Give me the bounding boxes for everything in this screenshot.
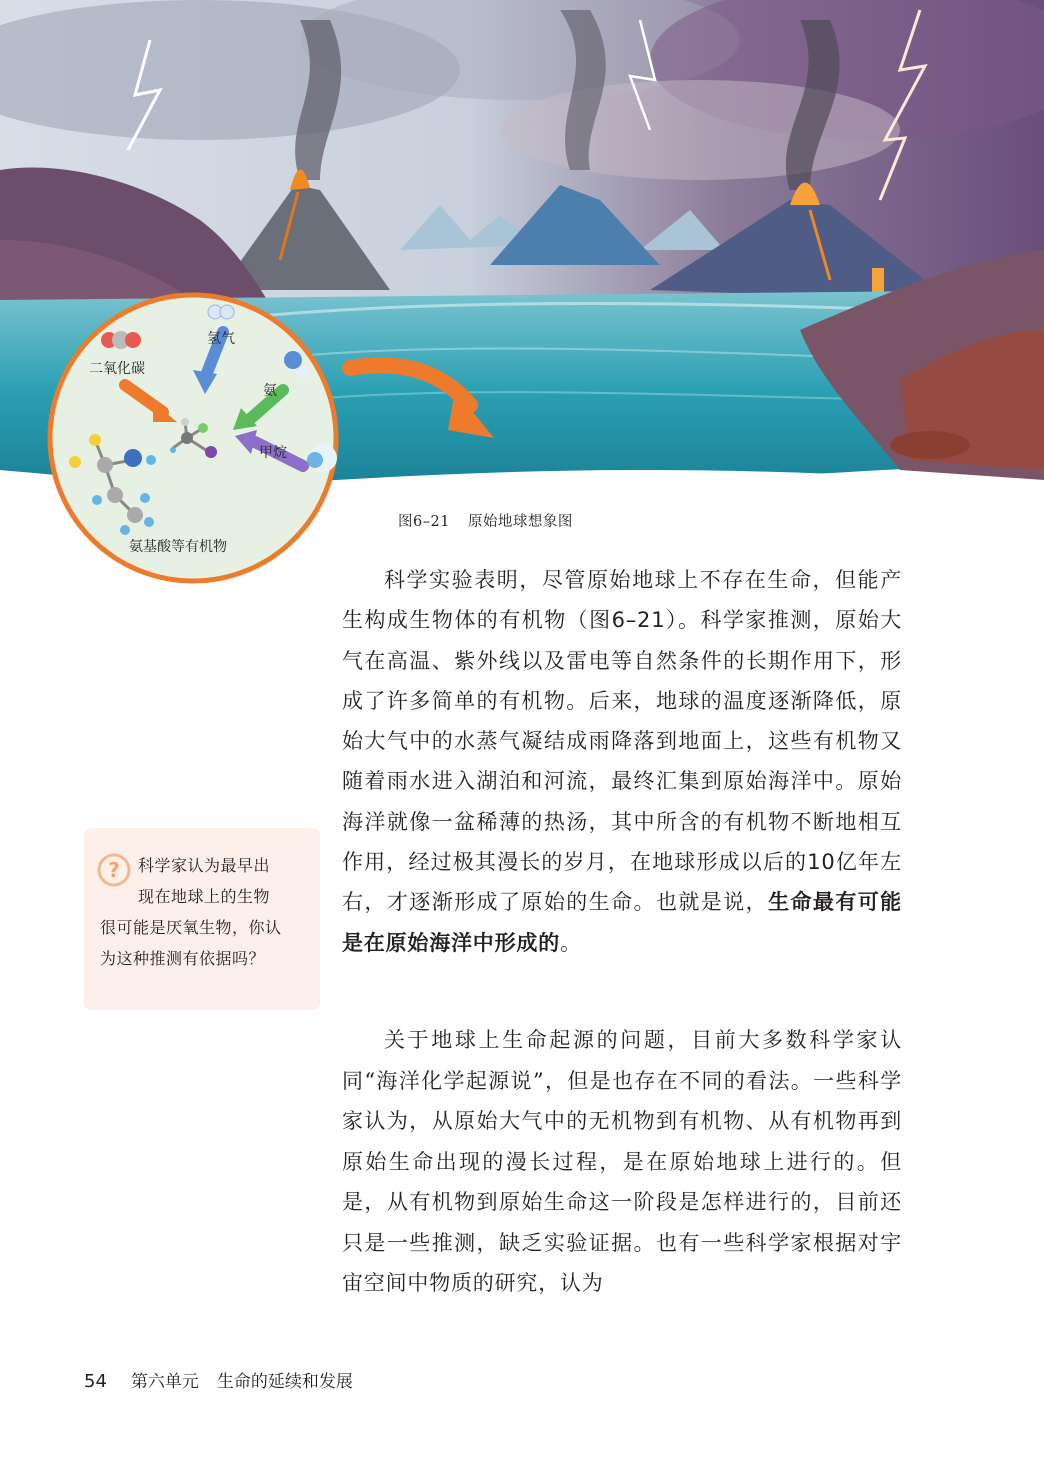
figure-number: 图6–21 (398, 514, 450, 530)
molecule-inset (45, 290, 341, 586)
label-methane: 甲烷 (259, 445, 287, 461)
label-hydrogen: 氢气 (207, 331, 235, 347)
label-ammonia: 氨 (263, 383, 277, 399)
note-line-4: 为这种推测有依据吗？ (100, 949, 266, 968)
paragraph-1-emphasis: 生命最有可能是在原始海洋中形成的 (342, 890, 902, 955)
paragraph-1-end: 。 (560, 930, 582, 955)
note-line-1: 科学家认为最早出 (138, 856, 271, 875)
note-line-2: 现在地球上的生物 (138, 887, 271, 906)
paragraph-2 (342, 1020, 902, 1304)
figure-title: 原始地球想象图 (467, 514, 573, 530)
page-number: 54 (84, 1371, 107, 1392)
note-text (100, 850, 306, 974)
figure-caption (398, 510, 573, 531)
label-amino-acids: 氨基酸等有机物 (129, 539, 227, 555)
svg-text:?: ? (108, 858, 120, 882)
unit-title: 第六单元 (130, 1372, 199, 1392)
paragraph-1 (342, 560, 902, 963)
label-carbon-dioxide: 二氧化碳 (89, 361, 145, 377)
paragraph-1-text: 科学实验表明，尽管原始地球上不存在生命，但能产生构成生物体的有机物（图6–21）。科学家推测，原始大气在高温、紫外线以及雷电等自然条件的长期作用下，形成了许多简单的有机物。后来，地球的温度逐渐降低，原始大气中的水蒸气凝结成雨降落到地面上，这些有机物又随着雨水进入湖泊和河流，最终汇集到原始海洋中。原始海洋就像一盆稀薄的热汤，其中所含的有机物不断地相互作用，经过极其漫长的岁月，在地球形成以后的10亿年左右，才逐渐形成了原始的生命。也就是说， (342, 568, 902, 915)
chapter-title: 生命的延续和发展 (216, 1372, 353, 1392)
paragraph-2-text: 关于地球上生命起源的问题，目前大多数科学家认同“海洋化学起源说”，但是也存在不同的看法。一些科学家认为，从原始大气中的无机物到有机物、从有机物再到原始生命出现的漫长过程，是在原始地球上进行的。但是，从有机物到原始生命这一阶段是怎样进行的，目前还只是一些推测，缺乏实验证据。也有一些科学家根据对宇宙空间中物质的研究，认为 (342, 1028, 902, 1295)
page-footer (84, 1367, 353, 1392)
note-line-3: 很可能是厌氧生物，你认 (100, 918, 282, 937)
thinking-question-note (84, 828, 320, 1010)
